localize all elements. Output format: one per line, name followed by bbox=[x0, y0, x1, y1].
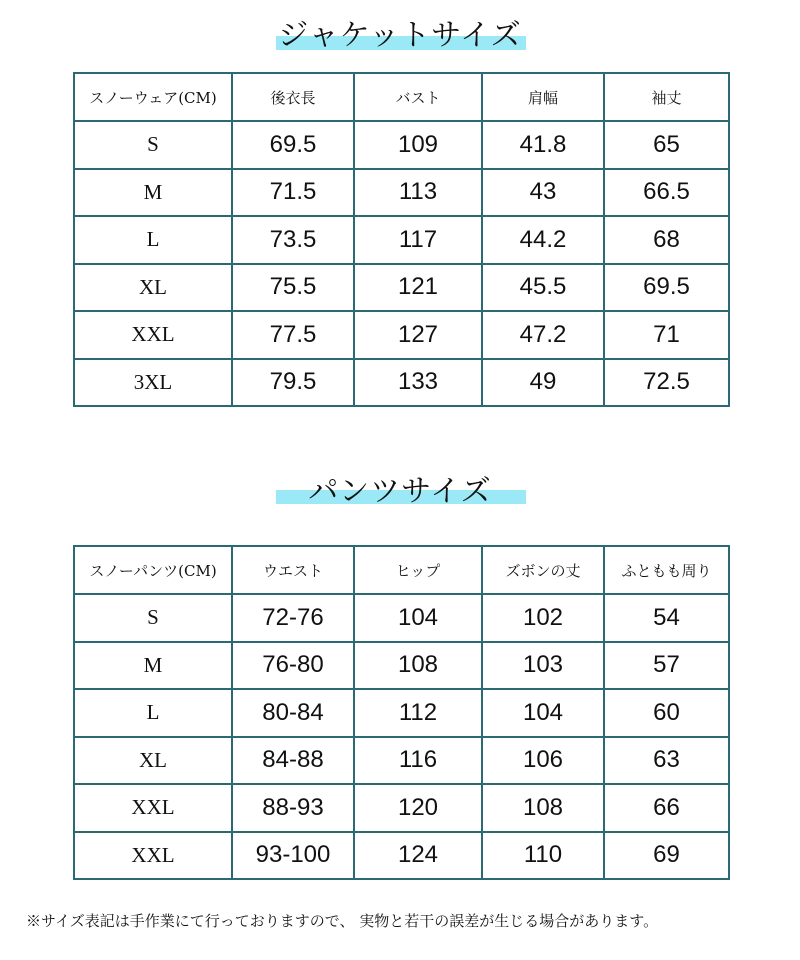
jacket-title: ジャケットサイズ bbox=[278, 18, 522, 53]
value-cell: 43 bbox=[482, 169, 604, 217]
value-cell: 88-93 bbox=[232, 784, 354, 832]
value-cell: 45.5 bbox=[482, 264, 604, 312]
header-cell: 肩幅 bbox=[482, 73, 604, 121]
table-row bbox=[74, 264, 729, 312]
value-cell: 124 bbox=[354, 832, 482, 880]
value-cell: 69.5 bbox=[232, 121, 354, 169]
jacket-title-block bbox=[0, 10, 800, 60]
size-cell: M bbox=[74, 642, 232, 690]
value-cell: 71.5 bbox=[232, 169, 354, 217]
value-cell: 66.5 bbox=[604, 169, 729, 217]
header-cell: ウエスト bbox=[232, 546, 354, 594]
value-cell: 110 bbox=[482, 832, 604, 880]
header-cell: スノーウェア(CM) bbox=[74, 73, 232, 121]
table-row bbox=[74, 311, 729, 359]
value-cell: 109 bbox=[354, 121, 482, 169]
value-cell: 133 bbox=[354, 359, 482, 407]
table-row bbox=[74, 832, 729, 880]
value-cell: 108 bbox=[482, 784, 604, 832]
header-cell: 袖丈 bbox=[604, 73, 729, 121]
value-cell: 47.2 bbox=[482, 311, 604, 359]
value-cell: 73.5 bbox=[232, 216, 354, 264]
pants-title: パンツサイズ bbox=[308, 474, 492, 509]
size-cell: 3XL bbox=[74, 359, 232, 407]
header-cell: 後衣長 bbox=[232, 73, 354, 121]
table-row bbox=[74, 689, 729, 737]
pants-size-table bbox=[73, 545, 730, 880]
header-cell: ふともも周り bbox=[604, 546, 729, 594]
value-cell: 65 bbox=[604, 121, 729, 169]
value-cell: 41.8 bbox=[482, 121, 604, 169]
value-cell: 68 bbox=[604, 216, 729, 264]
value-cell: 121 bbox=[354, 264, 482, 312]
size-cell: XL bbox=[74, 264, 232, 312]
header-cell: ズボンの丈 bbox=[482, 546, 604, 594]
value-cell: 113 bbox=[354, 169, 482, 217]
table-header-row bbox=[74, 546, 729, 594]
value-cell: 54 bbox=[604, 594, 729, 642]
size-cell: XL bbox=[74, 737, 232, 785]
value-cell: 77.5 bbox=[232, 311, 354, 359]
value-cell: 120 bbox=[354, 784, 482, 832]
size-cell: XXL bbox=[74, 784, 232, 832]
size-cell: XXL bbox=[74, 832, 232, 880]
table-row bbox=[74, 594, 729, 642]
size-cell: L bbox=[74, 689, 232, 737]
value-cell: 117 bbox=[354, 216, 482, 264]
table-row bbox=[74, 737, 729, 785]
value-cell: 79.5 bbox=[232, 359, 354, 407]
size-cell: S bbox=[74, 121, 232, 169]
table-row bbox=[74, 642, 729, 690]
measurement-note: ※サイズ表記は手作業にて行っておりますので、 実物と若干の誤差が生じる場合があります。 bbox=[26, 912, 659, 930]
value-cell: 116 bbox=[354, 737, 482, 785]
value-cell: 112 bbox=[354, 689, 482, 737]
value-cell: 104 bbox=[354, 594, 482, 642]
size-cell: L bbox=[74, 216, 232, 264]
value-cell: 57 bbox=[604, 642, 729, 690]
value-cell: 104 bbox=[482, 689, 604, 737]
value-cell: 63 bbox=[604, 737, 729, 785]
table-row bbox=[74, 121, 729, 169]
value-cell: 102 bbox=[482, 594, 604, 642]
size-cell: XXL bbox=[74, 311, 232, 359]
value-cell: 93-100 bbox=[232, 832, 354, 880]
value-cell: 127 bbox=[354, 311, 482, 359]
value-cell: 44.2 bbox=[482, 216, 604, 264]
header-cell: バスト bbox=[354, 73, 482, 121]
table-row bbox=[74, 216, 729, 264]
value-cell: 66 bbox=[604, 784, 729, 832]
value-cell: 69 bbox=[604, 832, 729, 880]
table-row bbox=[74, 784, 729, 832]
value-cell: 80-84 bbox=[232, 689, 354, 737]
value-cell: 69.5 bbox=[604, 264, 729, 312]
table-row bbox=[74, 169, 729, 217]
size-cell: M bbox=[74, 169, 232, 217]
value-cell: 72-76 bbox=[232, 594, 354, 642]
pants-title-block bbox=[0, 466, 800, 516]
value-cell: 75.5 bbox=[232, 264, 354, 312]
header-cell: ヒップ bbox=[354, 546, 482, 594]
value-cell: 108 bbox=[354, 642, 482, 690]
value-cell: 106 bbox=[482, 737, 604, 785]
size-cell: S bbox=[74, 594, 232, 642]
table-header-row bbox=[74, 73, 729, 121]
header-cell: スノーパンツ(CM) bbox=[74, 546, 232, 594]
value-cell: 76-80 bbox=[232, 642, 354, 690]
value-cell: 60 bbox=[604, 689, 729, 737]
value-cell: 49 bbox=[482, 359, 604, 407]
value-cell: 103 bbox=[482, 642, 604, 690]
value-cell: 71 bbox=[604, 311, 729, 359]
jacket-size-table bbox=[73, 72, 730, 407]
value-cell: 84-88 bbox=[232, 737, 354, 785]
value-cell: 72.5 bbox=[604, 359, 729, 407]
table-row bbox=[74, 359, 729, 407]
